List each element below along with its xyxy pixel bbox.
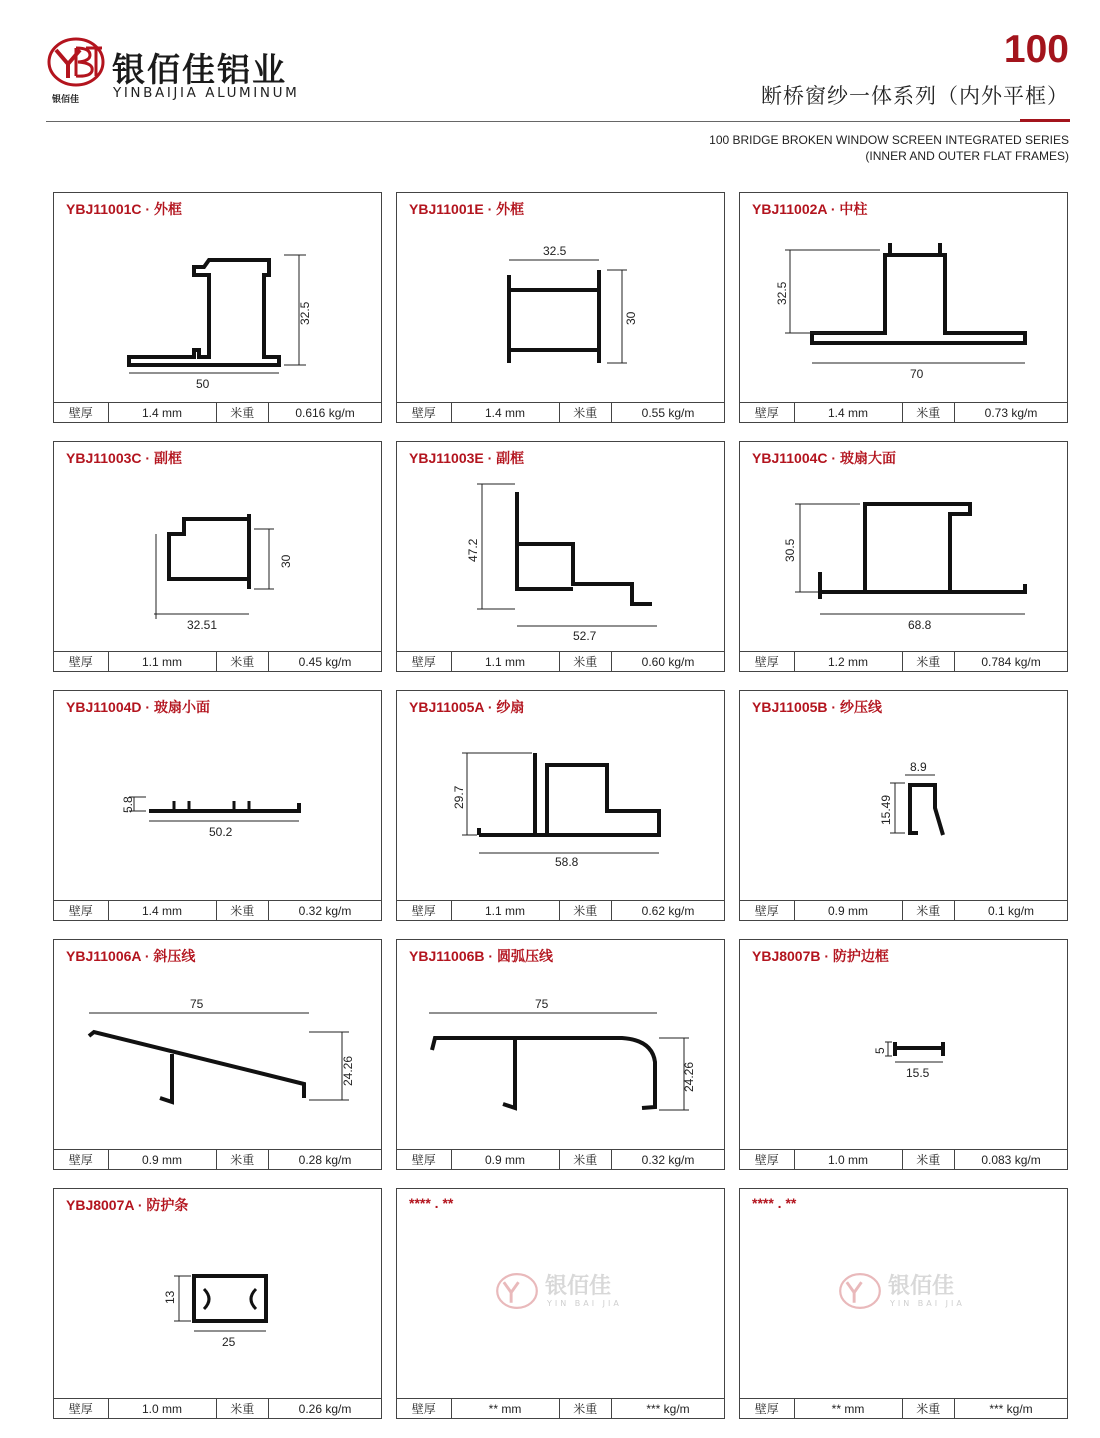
weight-label: 米重 (903, 901, 956, 920)
weight-value: 0.55 kg/m (641, 405, 695, 420)
spec-row (397, 900, 724, 920)
brand-logo-icon (46, 36, 106, 88)
product-code: YBJ11005B · 纱压线 (752, 699, 882, 715)
thickness-value: 1.1 mm (452, 901, 560, 920)
watermark (495, 1269, 635, 1319)
thickness-label: 壁厚 (740, 652, 795, 671)
product-card (53, 441, 382, 672)
product-card (396, 192, 725, 423)
weight-label: 米重 (217, 652, 270, 671)
header-divider (46, 121, 1070, 122)
weight-value: 0.32 kg/m (298, 903, 352, 918)
product-card (739, 441, 1068, 672)
product-card (739, 1188, 1068, 1419)
dim-label: 75 (535, 997, 549, 1011)
product-code: YBJ11004D · 玻扇小面 (66, 699, 210, 715)
thickness-label: 壁厚 (54, 652, 109, 671)
thickness-label: 壁厚 (397, 901, 452, 920)
brand-small-name: 银佰佳 (52, 95, 80, 105)
weight-value: 0.616 kg/m (295, 405, 355, 420)
thickness-label: 壁厚 (397, 1150, 452, 1169)
dim-label: 24.26 (341, 1055, 355, 1086)
weight-label: 米重 (217, 1399, 270, 1418)
weight-value: 0.73 kg/m (984, 405, 1038, 420)
dim-label: 30 (624, 311, 638, 325)
dim-label: 32.5 (298, 301, 312, 325)
dim-label: 50.2 (209, 825, 233, 839)
series-title-en-line1: 100 BRIDGE BROKEN WINDOW SCREEN INTEGRATED SERIES (709, 133, 1069, 147)
watermark-cn: 银佰佳 (545, 1274, 612, 1299)
dim-label: 75 (190, 997, 204, 1011)
product-code: YBJ8007B · 防护边框 (752, 948, 889, 964)
weight-value: *** kg/m (646, 1401, 690, 1416)
product-card (396, 690, 725, 921)
product-code: **** . ** (752, 1195, 797, 1211)
product-code: YBJ11001E · 外框 (409, 201, 525, 217)
weight-label: 米重 (903, 403, 956, 422)
header-divider-accent (1020, 119, 1070, 122)
product-code: YBJ11003C · 副框 (66, 450, 182, 466)
thickness-label: 壁厚 (397, 403, 452, 422)
thickness-label: 壁厚 (54, 1399, 109, 1418)
dim-label: 30.5 (783, 538, 797, 562)
profile-drawing (54, 464, 381, 652)
product-card (53, 939, 382, 1170)
dim-label: 50 (196, 377, 210, 391)
page-header (0, 0, 1100, 180)
spec-row (397, 402, 724, 422)
watermark-en: YIN BAI JIA (890, 1299, 965, 1308)
weight-label: 米重 (560, 1399, 613, 1418)
thickness-value: 1.1 mm (452, 652, 560, 671)
spec-row (740, 900, 1067, 920)
profile-drawing (740, 713, 1067, 901)
weight-value: 0.26 kg/m (298, 1401, 352, 1416)
spec-row (54, 402, 381, 422)
spec-row (397, 1149, 724, 1169)
dim-label: 5 (873, 1047, 887, 1054)
product-code: YBJ8007A · 防护条 (66, 1197, 189, 1213)
weight-value: 0.32 kg/m (641, 1152, 695, 1167)
dim-label: 32.51 (187, 618, 218, 632)
spec-row (54, 900, 381, 920)
weight-value: 0.784 kg/m (981, 654, 1041, 669)
thickness-label: 壁厚 (54, 403, 109, 422)
profile-drawing (54, 1211, 381, 1399)
product-card (396, 939, 725, 1170)
weight-value: 0.28 kg/m (298, 1152, 352, 1167)
spec-row (740, 651, 1067, 671)
dim-label: 30 (279, 554, 293, 568)
profile-drawing (740, 464, 1067, 652)
dim-label: 52.7 (573, 629, 597, 643)
product-code: YBJ11006A · 斜压线 (66, 948, 196, 964)
thickness-value: ** mm (452, 1399, 560, 1418)
dim-label: 5.8 (121, 796, 135, 813)
product-card (739, 690, 1068, 921)
thickness-label: 壁厚 (740, 1399, 795, 1418)
weight-value: 0.60 kg/m (641, 654, 695, 669)
profile-drawing (740, 215, 1067, 403)
dim-label: 24.26 (682, 1061, 696, 1092)
watermark (838, 1269, 978, 1319)
thickness-value: 0.9 mm (109, 1150, 217, 1169)
weight-value: 0.1 kg/m (988, 903, 1035, 918)
series-title-en-line2: (INNER AND OUTER FLAT FRAMES) (865, 149, 1069, 163)
weight-value: 0.083 kg/m (981, 1152, 1041, 1167)
thickness-label: 壁厚 (740, 901, 795, 920)
spec-row (740, 1398, 1067, 1418)
thickness-label: 壁厚 (54, 901, 109, 920)
product-card (53, 192, 382, 423)
dim-label: 29.7 (452, 785, 466, 809)
product-card (53, 690, 382, 921)
dim-label: 13 (163, 1290, 177, 1304)
profile-drawing (54, 215, 381, 403)
dim-label: 25 (222, 1335, 236, 1349)
thickness-label: 壁厚 (397, 652, 452, 671)
product-code: YBJ11002A · 中柱 (752, 201, 868, 217)
spec-row (54, 651, 381, 671)
weight-label: 米重 (217, 1150, 270, 1169)
weight-value: *** kg/m (989, 1401, 1033, 1416)
spec-row (740, 402, 1067, 422)
brand-name: 银佰佳铝业 (112, 50, 287, 89)
product-code: YBJ11001C · 外框 (66, 201, 182, 217)
weight-label: 米重 (903, 1150, 956, 1169)
thickness-value: 1.4 mm (109, 403, 217, 422)
weight-value: 0.45 kg/m (298, 654, 352, 669)
product-code: YBJ11005A · 纱扇 (409, 699, 525, 715)
product-card (396, 441, 725, 672)
series-number: 100 (1003, 28, 1069, 71)
profile-drawing (397, 464, 724, 652)
thickness-value: 1.0 mm (109, 1399, 217, 1418)
thickness-value: ** mm (795, 1399, 903, 1418)
weight-label: 米重 (560, 403, 613, 422)
thickness-value: 1.4 mm (795, 403, 903, 422)
weight-label: 米重 (903, 1399, 956, 1418)
dim-label: 58.8 (555, 855, 579, 869)
profile-drawing (54, 962, 381, 1150)
dim-label: 32.5 (543, 244, 567, 258)
profile-drawing (397, 215, 724, 403)
thickness-label: 壁厚 (740, 403, 795, 422)
product-card (739, 192, 1068, 423)
thickness-label: 壁厚 (740, 1150, 795, 1169)
dim-label: 47.2 (466, 538, 480, 562)
spec-row (740, 1149, 1067, 1169)
dim-label: 8.9 (910, 760, 927, 774)
dim-label: 68.8 (908, 618, 932, 632)
dim-label: 32.5 (775, 281, 789, 305)
product-code: **** . ** (409, 1195, 454, 1211)
spec-row (54, 1149, 381, 1169)
watermark-logo-icon (495, 1271, 539, 1311)
thickness-value: 1.0 mm (795, 1150, 903, 1169)
brand-name-en: YINBAIJIA ALUMINUM (113, 85, 300, 101)
weight-label: 米重 (560, 652, 613, 671)
weight-label: 米重 (217, 403, 270, 422)
product-card (739, 939, 1068, 1170)
profile-drawing (397, 962, 724, 1150)
dim-label: 15.49 (879, 794, 893, 825)
product-code: YBJ11006B · 圆弧压线 (409, 948, 553, 964)
weight-value: 0.62 kg/m (641, 903, 695, 918)
thickness-value: 0.9 mm (452, 1150, 560, 1169)
spec-row (54, 1398, 381, 1418)
thickness-value: 1.2 mm (795, 652, 903, 671)
thickness-value: 1.1 mm (109, 652, 217, 671)
watermark-logo-icon (838, 1271, 882, 1311)
weight-label: 米重 (560, 1150, 613, 1169)
profile-drawing (397, 713, 724, 901)
thickness-label: 壁厚 (54, 1150, 109, 1169)
product-code: YBJ11004C · 玻扇大面 (752, 450, 896, 466)
thickness-value: 1.4 mm (452, 403, 560, 422)
weight-label: 米重 (903, 652, 956, 671)
thickness-value: 1.4 mm (109, 901, 217, 920)
profile-drawing (740, 962, 1067, 1150)
watermark-cn: 银佰佳 (888, 1274, 955, 1299)
spec-row (397, 651, 724, 671)
profile-drawing (54, 713, 381, 901)
dim-label: 15.5 (906, 1066, 930, 1080)
thickness-value: 0.9 mm (795, 901, 903, 920)
spec-row (397, 1398, 724, 1418)
product-card (396, 1188, 725, 1419)
watermark-en: YIN BAI JIA (547, 1299, 622, 1308)
thickness-label: 壁厚 (397, 1399, 452, 1418)
product-card (53, 1188, 382, 1419)
series-title: 断桥窗纱一体系列（内外平框） (761, 84, 1069, 108)
dim-label: 70 (910, 367, 924, 381)
product-code: YBJ11003E · 副框 (409, 450, 525, 466)
weight-label: 米重 (217, 901, 270, 920)
weight-label: 米重 (560, 901, 613, 920)
